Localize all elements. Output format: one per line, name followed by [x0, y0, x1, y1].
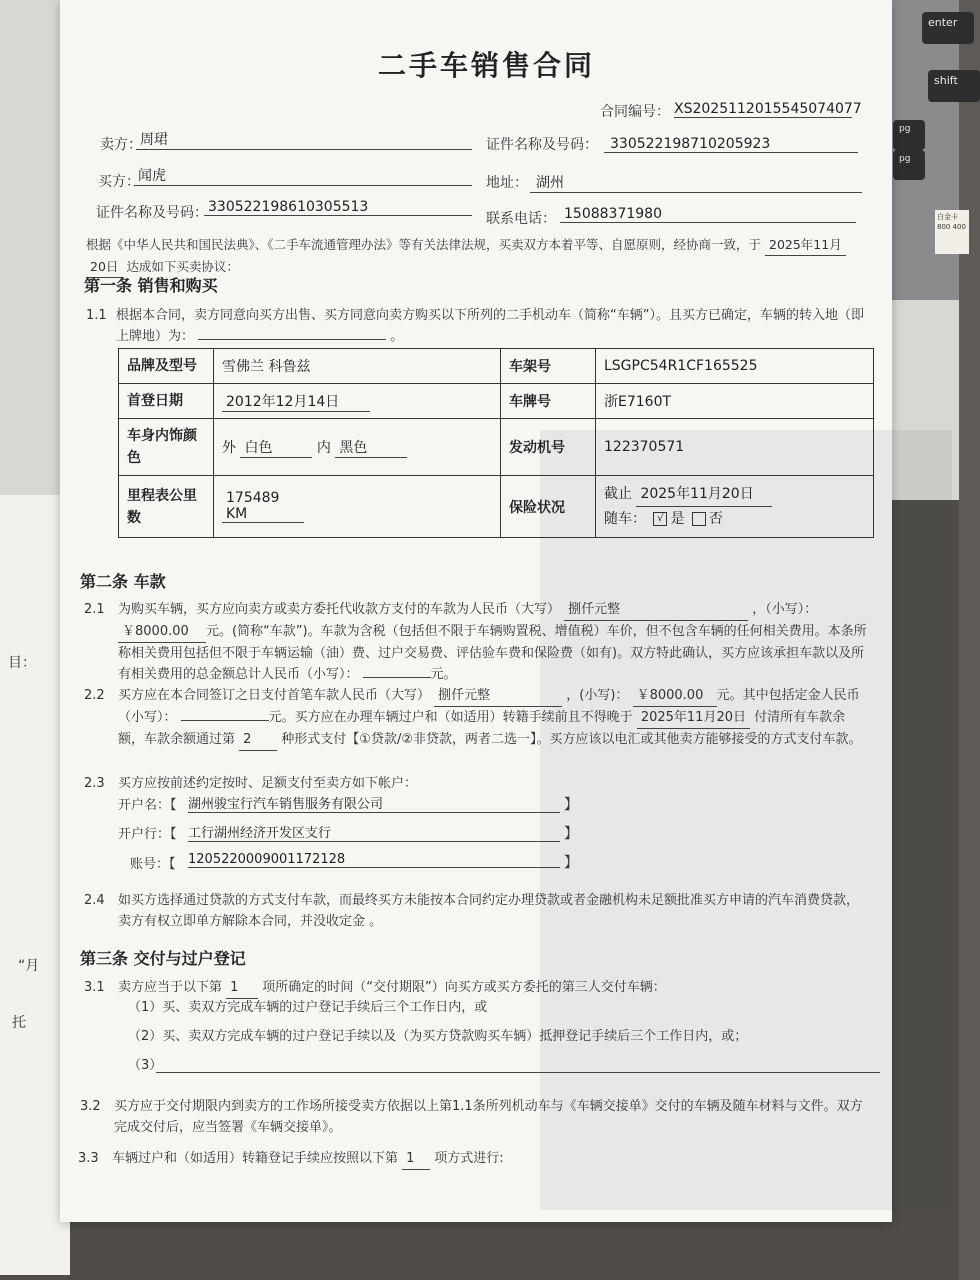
clause-1-1-end: 。 — [390, 329, 404, 344]
table-row — [119, 476, 874, 538]
clause-3-3 — [112, 1148, 504, 1170]
color-label: 车身内饰颜色 — [119, 419, 214, 476]
vin-value: LSGPC54R1CF165525 — [596, 349, 874, 384]
clause-number: 2.1 — [84, 602, 105, 617]
clause-3-1-text-b: 项所确定的时间（“交付期限”）向买方或买方委托的第三人交付车辆： — [262, 980, 666, 995]
checkbox-checked: √ — [653, 512, 667, 526]
buyer-name: 闻虎 — [134, 165, 472, 186]
account-bank-label: 开户行：【 — [118, 827, 177, 842]
clause-3-1-text: 卖方应当于以下第 — [118, 980, 223, 995]
clause-2-2-text-b: ，(小写)： — [566, 688, 629, 703]
balance-due-date: 2025年11月20日 — [637, 707, 750, 729]
delivery-option-2: （2）买、卖双方完成车辆的过户登记手续以及（为买方贷款购买车辆）抵押登记手续后三个工作日内，或； — [128, 1029, 748, 1044]
insurance-label: 保险状况 — [501, 476, 596, 538]
preamble-date-day: 20日 — [86, 256, 122, 278]
clause-number: 3.2 — [80, 1099, 101, 1114]
clause-3-2: 买方应于交付期限内到卖方的工作场所接受卖方依据以上第1.1条所列机动车与《车辆交接单》交付的车辆及随车材料与文件。双方完成交付后，应当签署《车辆交接单》。 — [114, 1099, 863, 1135]
buyer-id: 330522198610305513 — [204, 199, 472, 216]
address-label: 地址： — [486, 175, 528, 191]
clause-number: 3.3 — [78, 1151, 99, 1166]
preamble-date: 2025年11月 — [765, 234, 846, 256]
preamble — [86, 234, 876, 278]
delivery-option-1: （1）买、卖双方完成车辆的过户登记手续后三个工作日内，或 — [128, 1000, 488, 1015]
article-3-title: 第三条 交付与过户登记 — [80, 949, 246, 968]
interior-label: 内 — [316, 439, 331, 456]
pg-key: pg — [893, 150, 925, 180]
table-row — [119, 419, 874, 476]
no-option: 否 — [708, 511, 723, 527]
article-1-title: 第一条 销售和购买 — [84, 276, 218, 295]
underlying-text: 目： — [8, 655, 36, 671]
contract-no: XS2025112015545074077 — [674, 101, 862, 117]
delivery-option-number: 1 — [226, 977, 258, 999]
underlying-text: “月 — [18, 958, 40, 974]
preamble-text-end: 达成如下买卖协议： — [126, 259, 239, 274]
interior-color: 黑色 — [335, 437, 407, 458]
payment-method: 2 — [239, 729, 277, 751]
engine-label: 发动机号 — [501, 419, 596, 476]
address: 湖州 — [530, 172, 862, 193]
laptop-sticker: 白金卡 800 400 — [935, 210, 969, 254]
with-car-label: 随车： — [604, 511, 646, 527]
first-payment-uppercase: 捌仟元整 — [434, 685, 562, 707]
clause-2-1-text-c: 元。(简称“车款”)。车款为含税（包括但不限于车辆购置税、增值税）车价，但不包含车辆的任何相关费用。本条所称相关费用包括但不限于车辆运输（油）费、过户交易费、评估验车费和保险费（如有)。双方特此确认，买方应该承担车款以及所有相关费用的总金额总计人民币（小写）： — [118, 624, 867, 682]
delivery-option-3: （3） — [128, 1058, 163, 1073]
clause-number: 2.2 — [84, 688, 105, 703]
mileage-label: 里程表公里数 — [119, 476, 214, 538]
reg-date-label: 首登日期 — [119, 384, 214, 419]
photo-shadow — [540, 430, 952, 1210]
clause-number: 3.1 — [84, 980, 105, 995]
clause-1-1 — [116, 305, 872, 347]
seller-id: 330522198710205923 — [604, 136, 858, 153]
underlying-text: 托 — [12, 1015, 26, 1031]
exterior-color: 白色 — [240, 437, 312, 458]
seller-label: 卖方： — [100, 137, 142, 153]
buyer-label: 买方： — [98, 174, 140, 190]
plate-label: 车牌号 — [501, 384, 596, 419]
yes-option: 是 — [670, 511, 685, 527]
clause-2-1-text-d: 元。 — [430, 667, 457, 682]
exterior-label: 外 — [222, 439, 236, 456]
clause-2-2-text-e: 付清所有车款余额，车款余额通过第 — [118, 710, 846, 747]
article-2-title: 第二条 车款 — [80, 572, 166, 591]
vehicle-table — [118, 348, 874, 538]
total-amount-blank — [363, 677, 431, 678]
engine-value: 122370571 — [596, 419, 874, 476]
clause-2-2-text: 买方应在本合同签订之日支付首笔车款人民币（大写） — [118, 688, 431, 703]
clause-number: 2.3 — [84, 776, 105, 791]
bracket-close: 】 — [564, 826, 578, 842]
price-lowercase: ￥8000.00 — [118, 621, 206, 643]
clause-2-2-text-c: 元。其中包括定金人民币（小写）： — [118, 688, 860, 725]
bracket-close: 】 — [564, 855, 578, 871]
enter-key: enter — [922, 12, 974, 44]
table-row — [119, 349, 874, 384]
clause-number: 2.4 — [84, 893, 105, 908]
clause-2-2-text-d: 元。买方应在办理车辆过户和（如适用）转籍手续前且不得晚于 — [268, 710, 633, 725]
reg-date-value: 2012年12月14日 — [222, 391, 370, 412]
phone: 15088371980 — [560, 206, 856, 223]
plate-value: 浙E7160T — [596, 384, 874, 419]
clause-2-4: 如买方选择通过贷款的方式支付车款，而最终买方未能按本合同约定办理贷款或者金融机构未足额批准买方申请的汽车消费贷款，卖方有权立即单方解除本合同，并没收定金 。 — [118, 893, 860, 929]
page-title: 二手车销售合同 — [378, 49, 596, 82]
transfer-option-number: 1 — [402, 1148, 430, 1170]
bracket-close: 】 — [564, 797, 578, 813]
brand-label: 品牌及型号 — [119, 349, 214, 384]
clause-2-2 — [118, 685, 870, 751]
account-name-label: 开户名：【 — [118, 798, 177, 813]
mileage-value: 175489 KM — [222, 490, 304, 523]
table-row — [119, 384, 874, 419]
account-bank: 工行湖州经济开发区支行 — [188, 822, 560, 842]
preamble-text: 根据《中华人民共和国民法典》、《二手车流通管理办法》等有关法律法规，买卖双方本着平等、自愿原则，经协商一致，于 — [86, 237, 762, 252]
registration-place-blank — [198, 339, 386, 340]
contract-page — [60, 0, 892, 1222]
account-number-label: 账号：【 — [130, 857, 176, 872]
buyer-id-label: 证件名称及号码： — [96, 205, 208, 221]
clause-3-1 — [118, 977, 666, 999]
clause-2-2-text-f: 种形式支付【①贷款/②非贷款，两者二选一】。买方应该以电汇或其他卖方能够接受的方式支付车款。 — [281, 732, 862, 747]
account-name: 湖州骏宝行汽车销售服务有限公司 — [188, 793, 560, 813]
seller-id-label: 证件名称及号码： — [486, 137, 598, 153]
brand-value: 雪佛兰 科鲁兹 — [214, 349, 501, 384]
clause-1-1-text: 根据本合同，卖方同意向买方出售、买方同意向卖方购买以下所列的二手机动车（简称“车辆”）。且买方已确定，车辆的转入地（即上牌地）为： — [116, 308, 864, 344]
checkbox-empty — [692, 512, 706, 526]
clause-number: 1.1 — [86, 308, 107, 323]
clause-3-3-text: 车辆过户和（如适用）转籍登记手续应按照以下第 — [112, 1151, 399, 1166]
clause-3-3-text-b: 项方式进行: — [434, 1151, 504, 1166]
clause-2-1 — [118, 599, 870, 685]
clause-2-1-text-b: ，（小写）： — [752, 602, 818, 617]
pg-key: pg — [893, 120, 925, 150]
shift-key: shift — [928, 70, 980, 102]
account-number: 1205220009001172128 — [188, 852, 560, 868]
vin-label: 车架号 — [501, 349, 596, 384]
price-uppercase: 捌仟元整 — [564, 599, 748, 621]
first-payment-lowercase: ￥8000.00 — [633, 685, 717, 707]
phone-label: 联系电话： — [486, 211, 556, 227]
delivery-option-3-blank — [156, 1072, 880, 1073]
deposit-blank — [181, 720, 269, 721]
clause-2-3-text: 买方应按前述约定按时、足额支付至卖方如下帐户： — [118, 776, 418, 791]
contract-no-label: 合同编号： — [600, 104, 670, 120]
insurance-until-label: 截止 — [604, 486, 632, 502]
clause-2-1-text: 为购买车辆，买方应向卖方或卖方委托代收款方支付的车款为人民币（大写） — [118, 602, 561, 617]
insurance-until: 2025年11月20日 — [636, 482, 772, 507]
seller-name: 周珺 — [136, 129, 472, 150]
